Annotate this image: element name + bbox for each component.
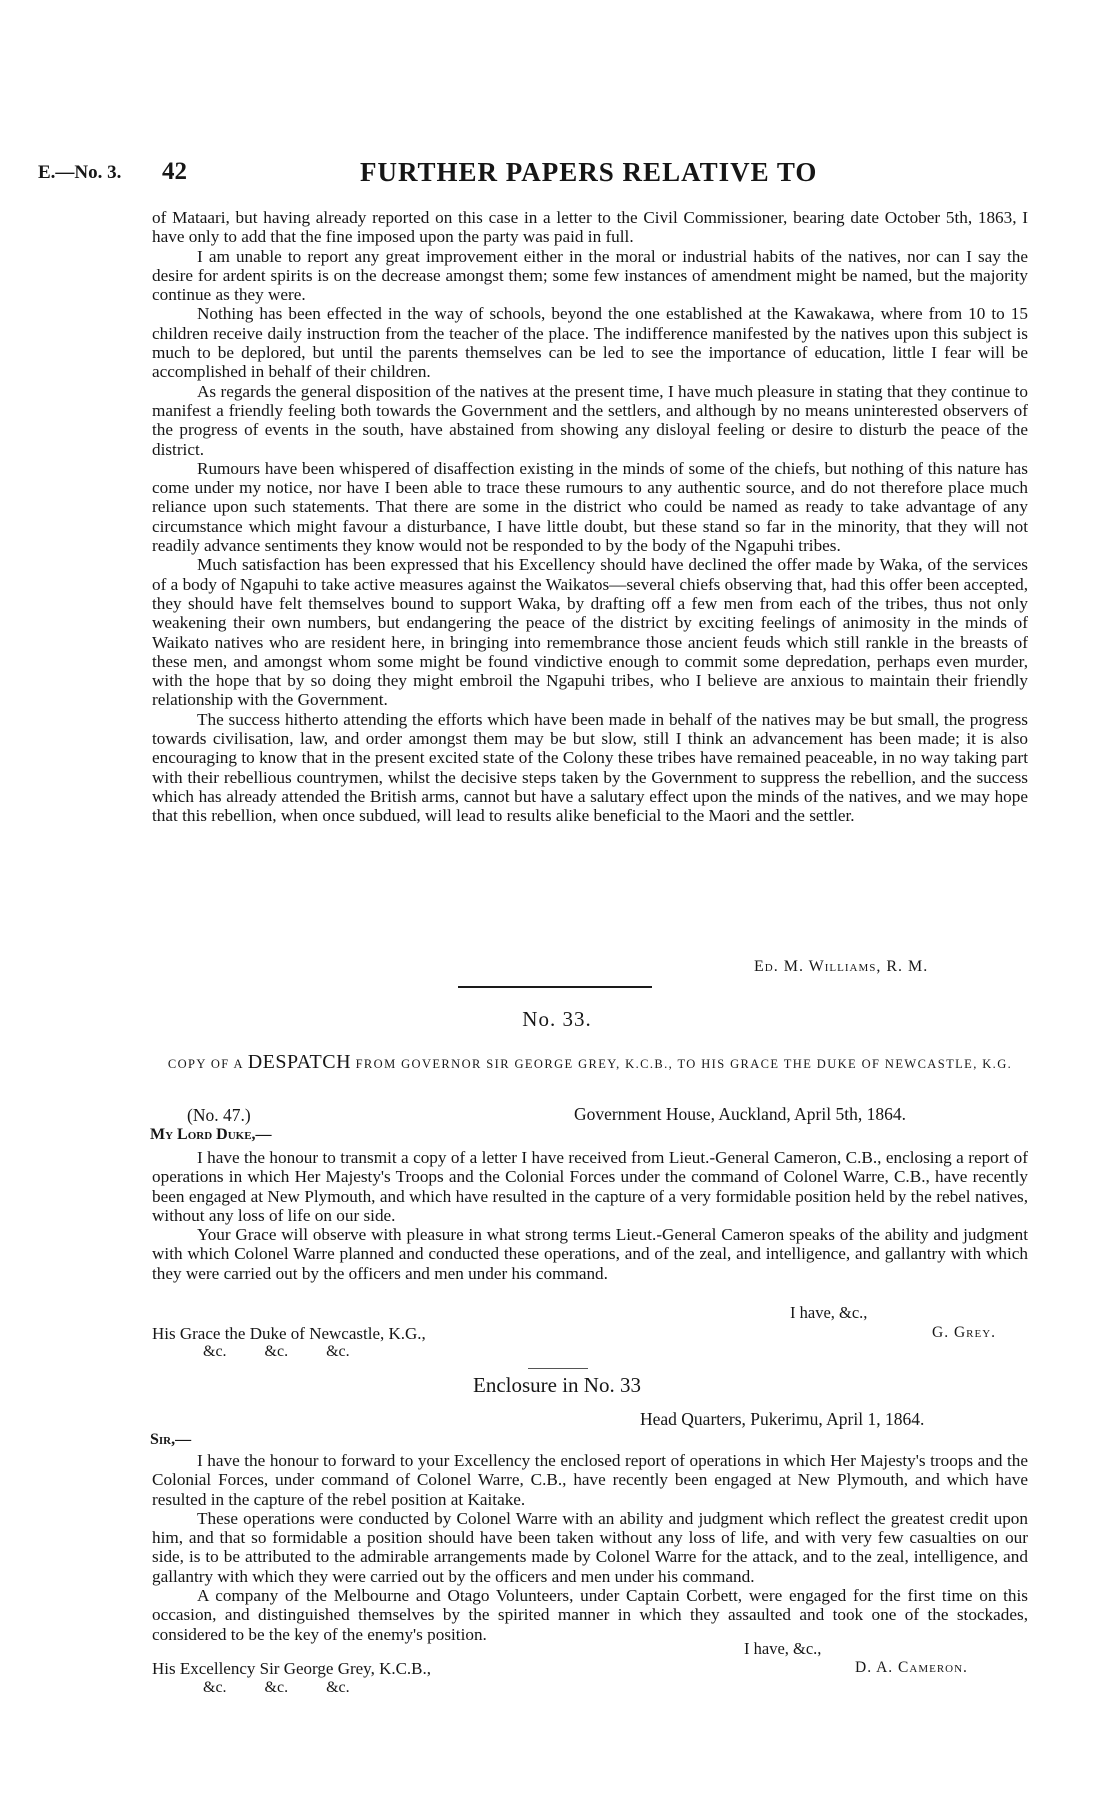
report-paragraph: As regards the general disposition of the natives at the present time, I have much pleasure in stating that they continue to manifest a friendly feeling both towards the Government and the settlers, and although by no means uninterested observers of the progress of events in the south, have abstained from showing any disloyal feeling or desire to disturb the peace of the district.	[152, 381, 1028, 459]
despatch-etc: &c. &c. &c.	[203, 1343, 350, 1360]
page-number: 42	[162, 158, 187, 185]
report-paragraph: Rumours have been whispered of disaffection existing in the minds of some of the chiefs, but nothing of this nature has come under my notice, nor have I been able to trace these rumours to any authentic source, and do not therefore place much reliance upon such statements. That there are some in the district who could be named as ready to take advantage of any circumstance which might favour a disturbance, I have little doubt, but these stand so far in the minority, that they will not readily advance sentiments they know would not be responded to by the body of the Ngapuhi tribes.	[152, 458, 1028, 556]
report-body	[152, 208, 1028, 826]
enclosure-place-date: Head Quarters, Pukerimu, April 1, 1864.	[640, 1409, 925, 1429]
despatch-place-date: Government House, Auckland, April 5th, 1864.	[574, 1104, 906, 1124]
paper-reference: E.—No. 3.	[38, 162, 122, 183]
enclosure-paragraph: These operations were conducted by Colonel Warre with an ability and judgment which reflect the greatest credit upon him, and that so formidable a position should have been taken without any loss of life, and with very few casualties on our side, is to be attributed to the admirable arrangements made by Colonel Warre for the attack, and to the zeal, intelligence, and gallantry with which they were carried out by the officers and men under his command.	[152, 1508, 1028, 1586]
report-paragraph: of Mataari, but having already reported on this case in a letter to the Civil Commissioner, bearing date October 5th, 1863, I have only to add that the fine imposed upon the party was paid in full.	[152, 208, 1028, 247]
report-paragraph: Nothing has been effected in the way of schools, beyond the one established at the Kawakawa, where from 10 to 15 children receive daily instruction from the teacher of the place. The indifference manifested by the natives upon this subject is much to be deplored, but until the parents themselves can be led to see the importance of education, little I fear will be accomplished in behalf of their children.	[152, 304, 1028, 382]
despatch-signature: G. Grey.	[932, 1324, 997, 1341]
enclosure-title: Enclosure in No. 33	[473, 1373, 641, 1397]
despatch-paragraph: Your Grace will observe with pleasure in what strong terms Lieut.-General Cameron speaks of the ability and judgment with which Colonel Warre planned and conducted these operations, and of the zeal, and intelligence, and gallantry with which they were carried out by the officers and men under his command.	[152, 1225, 1028, 1283]
despatch-ref-number: (No. 47.)	[187, 1105, 251, 1125]
report-paragraph: I am unable to report any great improvement either in the moral or industrial habits of the natives, nor can I say the desire for ardent spirits is on the decrease amongst them; some few instances of amendment might be named, but the majority continue as they were.	[152, 246, 1028, 305]
despatch-paragraph: I have the honour to transmit a copy of a letter I have received from Lieut.-General Cameron, C.B., enclosing a report of operations in which Her Majesty's Troops and the Colonial Forces under the command of Colonel Warre, C.B., have recently been engaged at New Plymouth, and which have resulted in the capture of a very formidable position held by the rebel natives, without any loss of life on our side.	[152, 1148, 1028, 1225]
enclosure-signature: D. A. Cameron.	[855, 1659, 968, 1676]
section-divider	[458, 986, 652, 988]
report-signature: Ed. M. Williams, R. M.	[754, 958, 929, 975]
enclosure-salutation: Sir,—	[150, 1431, 192, 1448]
despatch-salutation: My Lord Duke,—	[150, 1126, 272, 1143]
report-paragraph: Much satisfaction has been expressed that his Excellency should have declined the offer made by Waka, of the services of a body of Ngapuhi to take active measures against the Waikatos—several chiefs observing that, had this offer been accepted, they should have felt themselves bound to support Waka, by drafting off a few men from each of the tribes, thus not only weakening their own numbers, but endangering the peace of the district by exciting feelings of animosity in the minds of Waikato natives who are resident here, in bringing into remembrance those ancient feuds which still rankle in the breasts of these men, and amongst whom some might be found vindictive enough to commit some depredation, perhaps even murder, with the hope that by so doing they might embroil the Ngapuhi tribes, who I believe are anxious to maintain their friendly relationship with the Government.	[152, 555, 1028, 710]
despatch-number: No. 33.	[522, 1007, 592, 1031]
despatch-title	[152, 1053, 1028, 1073]
enclosure-paragraph: I have the honour to forward to your Excellency the enclosed report of operations in which Her Majesty's troops and the Colonial Forces, under command of Colonel Warre, C.B., have recently been engaged at New Plymouth, and which have resulted in the capture of the rebel position at Kaitake.	[152, 1451, 1028, 1509]
enclosure-divider	[528, 1368, 588, 1369]
running-title: FURTHER PAPERS RELATIVE TO	[360, 157, 818, 187]
despatch-title-prefix: COPY OF A	[167, 1057, 244, 1071]
enclosure-paragraph: A company of the Melbourne and Otago Volunteers, under Captain Corbett, were engaged for the first time on this occasion, and distinguished themselves by the spirited manner in which they assaulted and took one of the stockades, considered to be the key of the enemy's position.	[152, 1586, 1028, 1644]
enclosure-addressee: His Excellency Sir George Grey, K.C.B.,	[152, 1659, 432, 1678]
despatch-title-rest: FROM GOVERNOR SIR GEORGE GREY, K.C.B., TO HIS GRACE THE DUKE OF NEWCASTLE, K.G.	[355, 1057, 1013, 1071]
despatch-title-word: DESPATCH	[247, 1051, 352, 1073]
enclosure-closing: I have, &c.,	[744, 1639, 822, 1658]
enclosure-body	[152, 1451, 1028, 1644]
report-paragraph: The success hitherto attending the efforts which have been made in behalf of the natives may be but small, the progress towards civilisation, law, and order amongst them may be but slow, still I think an advancement has been made; it is also encouraging to know that in the present excited state of the Colony these tribes have remained peaceable, in no way taking part with their rebellious countrymen, whilst the decisive steps taken by the Government to suppress the rebellion, and the success which has already attended the British arms, cannot but have a salutary effect upon the minds of the natives, and we may hope that this rebellion, when once subdued, will lead to results alike beneficial to the Maori and the settler.	[152, 709, 1028, 826]
despatch-body	[152, 1148, 1028, 1283]
despatch-closing: I have, &c.,	[790, 1303, 868, 1322]
despatch-addressee: His Grace the Duke of Newcastle, K.G.,	[152, 1324, 426, 1343]
enclosure-etc: &c. &c. &c.	[203, 1679, 350, 1696]
